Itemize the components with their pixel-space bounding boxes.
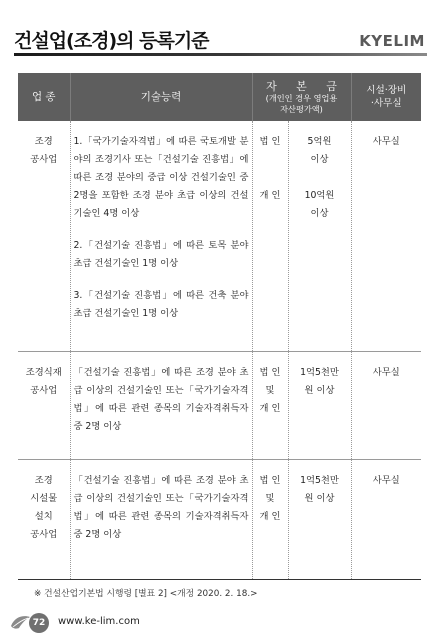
capital-header-sub-2: 자산평가액): [280, 103, 323, 114]
capital-amount-cell: [288, 351, 351, 459]
entity-line: 개 인: [259, 510, 281, 522]
capital-header-sub-1: (개인인 경우 영업용: [265, 92, 338, 103]
business-type-line: 공사업: [30, 384, 58, 396]
table-row: [18, 121, 421, 351]
entity-line: 개 인: [259, 402, 281, 414]
capital-corp-line: 이상: [310, 154, 329, 165]
entity-line: 및: [265, 492, 275, 504]
column-header-capital: [252, 73, 351, 121]
table-header-row: [18, 73, 421, 121]
entity-corporation: 법 인: [259, 136, 281, 147]
capital-line: 원 이상: [304, 492, 335, 504]
table-row: [18, 459, 421, 579]
capital-line: 원 이상: [304, 384, 335, 396]
entity-individual: 개 인: [259, 190, 281, 201]
capital-individual-line: 이상: [310, 208, 329, 219]
table-row: [18, 351, 421, 459]
capital-amount-cell: [288, 459, 351, 579]
legal-footnote: ※ 건설산업기본법 시행령 [별표 2] <개정 2020. 2. 18.>: [34, 589, 258, 599]
column-header-facility: [351, 73, 421, 121]
column-header-requirement: 기술능력: [70, 73, 252, 121]
entity-type-cell: [252, 459, 288, 579]
business-type-line: 공사업: [30, 154, 58, 165]
facility-header-line-1: 시설·장비: [366, 85, 407, 96]
requirement-item-2: 2.「건설기술 진흥법」에 따른 토목 분야 초급 건설기술인 1명 이상: [73, 240, 249, 269]
requirement-item-1: 1.「국가기술자격법」에 따른 국토개발 분야의 조경기사 또는「건설기술 진흥법」에 따른 조경 분야의 중급 이상 건설기술인 중 2명을 포함한 조경 분야 초급 이상의 건설기술인 4명 이상: [73, 136, 249, 219]
entity-type-cell: [252, 121, 288, 351]
entity-line: 법 인: [259, 366, 281, 378]
business-type-cell: [18, 351, 70, 459]
page-number: 72: [29, 613, 49, 633]
business-type-cell: [18, 459, 70, 579]
capital-line: 1억5천만: [300, 474, 339, 486]
entity-line: 및: [265, 384, 275, 396]
business-type-cell: [18, 121, 70, 351]
requirement-item-3: 3.「건설기술 진흥법」에 따른 건축 분야 초급 건설기술인 1명 이상: [73, 290, 249, 319]
business-type-line: 공사업: [30, 528, 58, 540]
entity-type-cell: [252, 351, 288, 459]
page-title: 건설업(조경)의 등록기준: [14, 30, 209, 52]
title-underline: [14, 53, 427, 56]
brand-logo: KYELIM: [359, 32, 425, 50]
capital-individual-line: 10억원: [304, 190, 335, 201]
entity-line: 법 인: [259, 474, 281, 486]
business-type-line: 조경: [34, 136, 53, 147]
page-footer: [8, 612, 258, 634]
facility-cell: 사무실: [351, 121, 421, 351]
technical-requirement-cell: 「건설기술 진흥법」에 따른 조경 분야 초급 이상의 건설기술인 또는「국가기술자격법」에 따른 관련 종목의 기술자격취득자 중 2명 이상: [70, 459, 252, 579]
business-type-line: 설치: [34, 510, 53, 522]
website-link[interactable]: www.ke-lim.com: [58, 616, 140, 627]
facility-header-line-2: ·사무실: [370, 98, 402, 109]
page-header: [14, 22, 427, 58]
capital-amount-cell: [288, 121, 351, 351]
business-type-line: 시설물: [30, 492, 58, 504]
table-bottom-rule: [18, 579, 421, 580]
technical-requirement-cell: [70, 121, 252, 351]
business-type-line: 조경: [34, 474, 53, 486]
facility-cell: 사무실: [351, 351, 421, 459]
business-type-line: 조경식재: [25, 366, 62, 378]
column-header-type: 업 종: [18, 73, 70, 121]
registration-criteria-table: [18, 73, 421, 580]
capital-corp-line: 5억원: [307, 136, 332, 147]
facility-cell: 사무실: [351, 459, 421, 579]
technical-requirement-cell: 「건설기술 진흥법」에 따른 조경 분야 초급 이상의 건설기술인 또는「국가기술자격법」에 따른 관련 종목의 기술자격취득자 중 2명 이상: [70, 351, 252, 459]
capital-line: 1억5천만: [300, 366, 339, 378]
capital-header-main: 자 본 금: [266, 79, 345, 93]
